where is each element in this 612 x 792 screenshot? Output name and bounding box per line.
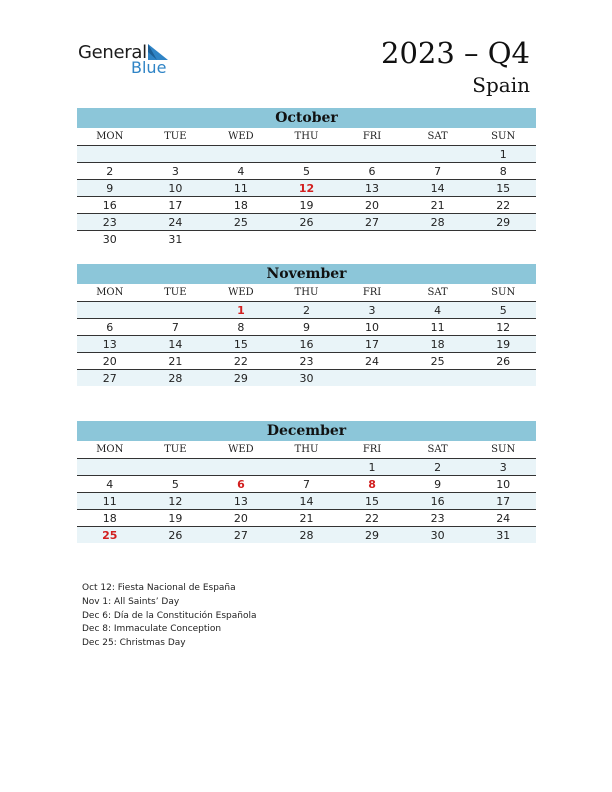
day-cell: 18 <box>208 197 274 214</box>
weekday-label: THU <box>274 128 340 146</box>
day-cell: 13 <box>208 493 274 510</box>
day-cell: 24 <box>339 353 405 370</box>
holiday-notes <box>82 582 257 651</box>
holiday-note: Dec 6: Día de la Constitución Española <box>82 610 257 621</box>
week-row <box>77 476 536 493</box>
weekday-header-row <box>77 284 536 302</box>
day-cell: 28 <box>274 527 340 544</box>
day-cell: 21 <box>143 353 209 370</box>
day-cell: 17 <box>143 197 209 214</box>
week-row <box>77 146 536 163</box>
day-cell: 5 <box>470 302 536 319</box>
empty-day-cell <box>470 370 536 387</box>
day-cell: 9 <box>77 180 143 197</box>
holiday-day-cell: 1 <box>208 302 274 319</box>
day-cell: 27 <box>339 214 405 231</box>
day-cell: 10 <box>470 476 536 493</box>
day-cell: 17 <box>339 336 405 353</box>
weekday-header-row <box>77 128 536 146</box>
day-cell: 13 <box>339 180 405 197</box>
day-cell: 23 <box>405 510 471 527</box>
day-cell: 21 <box>274 510 340 527</box>
weekday-label: WED <box>208 284 274 302</box>
month-title: December <box>77 421 536 441</box>
day-cell: 14 <box>405 180 471 197</box>
day-cell: 25 <box>405 353 471 370</box>
empty-day-cell <box>470 231 536 248</box>
empty-day-cell <box>274 459 340 476</box>
day-cell: 10 <box>143 180 209 197</box>
week-row <box>77 527 536 544</box>
day-cell: 16 <box>274 336 340 353</box>
day-cell: 3 <box>143 163 209 180</box>
weekday-label: SAT <box>405 441 471 459</box>
holiday-day-cell: 8 <box>339 476 405 493</box>
week-row <box>77 214 536 231</box>
day-cell: 25 <box>208 214 274 231</box>
empty-day-cell <box>143 146 209 163</box>
week-row <box>77 302 536 319</box>
empty-day-cell <box>208 146 274 163</box>
day-cell: 14 <box>143 336 209 353</box>
generalblue-logo <box>78 40 188 80</box>
day-cell: 31 <box>470 527 536 544</box>
empty-day-cell <box>274 146 340 163</box>
day-cell: 16 <box>77 197 143 214</box>
holiday-note: Nov 1: All Saints’ Day <box>82 596 180 607</box>
day-cell: 26 <box>274 214 340 231</box>
empty-day-cell <box>274 231 340 248</box>
holiday-day-cell: 25 <box>77 527 143 544</box>
day-cell: 14 <box>274 493 340 510</box>
weekday-label: SUN <box>470 128 536 146</box>
empty-day-cell <box>339 231 405 248</box>
day-cell: 6 <box>339 163 405 180</box>
empty-day-cell <box>77 302 143 319</box>
day-cell: 26 <box>143 527 209 544</box>
month-november <box>77 264 536 386</box>
weekday-label: WED <box>208 128 274 146</box>
day-cell: 31 <box>168 232 183 246</box>
week-row <box>77 336 536 353</box>
day-cell: 5 <box>274 163 340 180</box>
holiday-note: Dec 8: Immaculate Conception <box>82 624 222 635</box>
day-cell: 17 <box>470 493 536 510</box>
day-cell: 11 <box>208 180 274 197</box>
weekday-label: SAT <box>405 284 471 302</box>
week-row <box>77 353 536 370</box>
day-cell: 19 <box>143 510 209 527</box>
day-cell: 28 <box>405 214 471 231</box>
day-cell: 22 <box>470 197 536 214</box>
week-row <box>77 163 536 180</box>
day-cell: 9 <box>274 319 340 336</box>
day-cell: 11 <box>405 319 471 336</box>
month-title: November <box>77 264 536 284</box>
day-cell: 6 <box>77 319 143 336</box>
empty-day-cell <box>77 146 143 163</box>
day-cell: 29 <box>208 370 274 387</box>
day-cell: 13 <box>77 336 143 353</box>
day-cell: 15 <box>470 180 536 197</box>
weekday-label: SAT <box>405 128 471 146</box>
weekday-label: MON <box>77 441 143 459</box>
day-cell: 15 <box>208 336 274 353</box>
day-cell: 9 <box>405 476 471 493</box>
day-cell: 22 <box>208 353 274 370</box>
day-cell: 7 <box>405 163 471 180</box>
month-december <box>77 421 536 543</box>
weekday-label: MON <box>77 128 143 146</box>
day-cell: 7 <box>143 319 209 336</box>
week-row <box>77 231 536 248</box>
month-grid <box>77 128 536 247</box>
day-cell: 3 <box>339 302 405 319</box>
day-cell: 2 <box>77 163 143 180</box>
day-cell: 24 <box>470 510 536 527</box>
day-cell: 3 <box>470 459 536 476</box>
week-row <box>77 459 536 476</box>
weekday-label: THU <box>274 441 340 459</box>
holiday-note: Dec 25: Christmas Day <box>82 638 186 649</box>
empty-day-cell <box>208 231 274 248</box>
weekday-label: TUE <box>143 284 209 302</box>
empty-day-cell <box>339 146 405 163</box>
day-cell: 4 <box>405 302 471 319</box>
day-cell: 1 <box>339 459 405 476</box>
empty-day-cell <box>208 459 274 476</box>
day-cell: 30 <box>102 232 117 246</box>
day-cell: 30 <box>405 527 471 544</box>
empty-day-cell <box>339 370 405 387</box>
day-cell: 28 <box>143 370 209 387</box>
week-row <box>77 510 536 527</box>
weekday-label: FRI <box>339 284 405 302</box>
country-subtitle: Spain <box>472 73 530 97</box>
day-cell: 21 <box>405 197 471 214</box>
day-cell: 11 <box>77 493 143 510</box>
day-cell: 20 <box>339 197 405 214</box>
month-grid <box>77 441 536 543</box>
day-cell: 4 <box>77 476 143 493</box>
day-cell: 27 <box>208 527 274 544</box>
day-cell: 26 <box>470 353 536 370</box>
holiday-note: Oct 12: Fiesta Nacional de España <box>82 583 236 593</box>
holiday-day-cell: 6 <box>208 476 274 493</box>
day-cell: 4 <box>208 163 274 180</box>
day-cell: 5 <box>143 476 209 493</box>
weekday-label: WED <box>208 441 274 459</box>
week-row <box>77 180 536 197</box>
day-cell: 15 <box>339 493 405 510</box>
day-cell: 30 <box>274 370 340 387</box>
day-cell: 12 <box>143 493 209 510</box>
page-title: 2023 – Q4 <box>381 36 530 70</box>
empty-day-cell <box>143 302 209 319</box>
day-cell: 8 <box>470 163 536 180</box>
empty-day-cell <box>77 459 143 476</box>
day-cell: 19 <box>470 336 536 353</box>
weekday-label: THU <box>274 284 340 302</box>
day-cell: 27 <box>77 370 143 387</box>
day-cell: 29 <box>470 214 536 231</box>
day-cell: 19 <box>274 197 340 214</box>
day-cell: 7 <box>274 476 340 493</box>
month-title: October <box>77 108 536 128</box>
empty-day-cell <box>405 370 471 387</box>
month-october <box>77 108 536 247</box>
week-row <box>77 370 536 387</box>
week-row <box>77 319 536 336</box>
empty-day-cell <box>405 231 471 248</box>
day-cell: 16 <box>405 493 471 510</box>
day-cell: 20 <box>208 510 274 527</box>
day-cell: 2 <box>405 459 471 476</box>
logo-text-general: General <box>78 42 147 63</box>
weekday-label: TUE <box>143 441 209 459</box>
day-cell: 8 <box>208 319 274 336</box>
weekday-label: MON <box>77 284 143 302</box>
logo-text-blue: Blue <box>131 58 167 77</box>
weekday-label: FRI <box>339 128 405 146</box>
day-cell: 12 <box>470 319 536 336</box>
day-cell: 22 <box>339 510 405 527</box>
weekday-label: SUN <box>470 284 536 302</box>
week-row <box>77 493 536 510</box>
week-row <box>77 197 536 214</box>
day-cell: 23 <box>274 353 340 370</box>
weekday-label: FRI <box>339 441 405 459</box>
day-cell: 20 <box>77 353 143 370</box>
day-cell: 24 <box>143 214 209 231</box>
day-cell: 18 <box>77 510 143 527</box>
day-cell: 29 <box>339 527 405 544</box>
weekday-label: SUN <box>470 441 536 459</box>
weekday-label: TUE <box>143 128 209 146</box>
month-grid <box>77 284 536 386</box>
empty-day-cell <box>405 146 471 163</box>
day-cell: 2 <box>274 302 340 319</box>
weekday-header-row <box>77 441 536 459</box>
empty-day-cell <box>143 459 209 476</box>
day-cell: 18 <box>405 336 471 353</box>
day-cell: 1 <box>470 146 536 163</box>
holiday-day-cell: 12 <box>274 180 340 197</box>
day-cell: 23 <box>77 214 143 231</box>
day-cell: 10 <box>339 319 405 336</box>
